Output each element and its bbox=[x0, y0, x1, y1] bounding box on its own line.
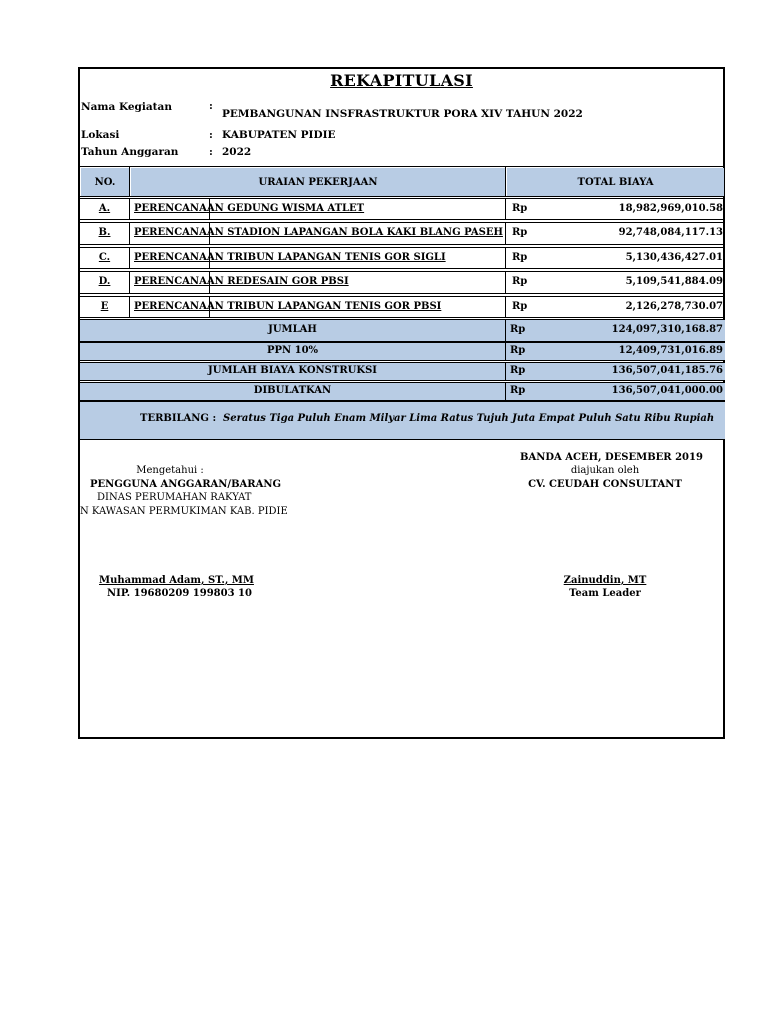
row-amount: 92,748,084,117.13 bbox=[618, 227, 723, 239]
header-uraian: URAIAN PEKERJAAN bbox=[131, 168, 505, 196]
total-currency: Rp bbox=[510, 385, 526, 396]
nama-kegiatan-colon: : bbox=[209, 100, 213, 112]
total-top-border bbox=[80, 382, 725, 383]
lokasi-label: Lokasi bbox=[81, 129, 120, 141]
row-divider-2 bbox=[505, 247, 506, 268]
row-uraian: PERENCANAAN TRIBUN LAPANGAN TENIS GOR SIGLI bbox=[134, 251, 446, 263]
total-currency: Rp bbox=[510, 345, 526, 356]
total-top-border bbox=[80, 319, 725, 320]
row-no: D. bbox=[98, 276, 111, 288]
terbilang-bottom-border bbox=[80, 439, 725, 440]
row-amount: 2,126,278,730.07 bbox=[625, 300, 723, 312]
header-bottom-border bbox=[80, 196, 725, 197]
row-currency: Rp bbox=[512, 300, 528, 312]
row-divider-mid bbox=[209, 296, 210, 318]
row-divider-1 bbox=[129, 198, 130, 219]
mengetahui-label: Mengetahui : bbox=[136, 465, 204, 476]
row-divider-2 bbox=[505, 198, 506, 219]
total-label: JUMLAH bbox=[268, 324, 317, 335]
row-top-border bbox=[80, 222, 725, 223]
row-bottom-border bbox=[80, 293, 725, 294]
document-frame bbox=[78, 67, 725, 739]
row-bottom-border bbox=[80, 268, 725, 269]
total-amount: 12,409,731,016.89 bbox=[618, 345, 723, 356]
pengguna-anggaran-label: PENGGUNA ANGGARAN/BARANG bbox=[90, 479, 282, 490]
row-uraian: PERENCANAAN REDESAIN GOR PBSI bbox=[134, 276, 349, 288]
row-divider-1 bbox=[129, 247, 130, 268]
nama-kegiatan-label: Nama Kegiatan bbox=[81, 101, 172, 113]
row-top-border bbox=[80, 271, 725, 272]
row-no: B. bbox=[98, 227, 111, 239]
row-divider-1 bbox=[129, 222, 130, 243]
row-top-border bbox=[80, 247, 725, 248]
left-signer-nip: NIP. 19680209 199803 10 bbox=[107, 588, 252, 599]
total-divider bbox=[505, 382, 506, 400]
page-title: REKAPITULASI bbox=[330, 71, 473, 90]
row-amount: 5,130,436,427.01 bbox=[625, 251, 723, 263]
row-bottom-border bbox=[80, 219, 725, 220]
row-divider-mid bbox=[209, 198, 210, 220]
total-label: JUMLAH BIAYA KONSTRUKSI bbox=[208, 365, 377, 376]
row-currency: Rp bbox=[512, 251, 528, 263]
total-label: PPN 10% bbox=[266, 345, 319, 356]
total-amount: 136,507,041,000.00 bbox=[611, 385, 723, 396]
row-divider-mid bbox=[209, 271, 210, 293]
terbilang-label: TERBILANG : bbox=[140, 413, 217, 424]
total-currency: Rp bbox=[510, 324, 526, 335]
lokasi-colon: : bbox=[209, 129, 213, 141]
table-top-border bbox=[80, 166, 725, 167]
row-amount: 18,982,969,010.58 bbox=[618, 203, 723, 214]
total-amount: 124,097,310,168.87 bbox=[611, 324, 723, 335]
row-currency: Rp bbox=[512, 276, 528, 288]
place-date: BANDA ACEH, DESEMBER 2019 bbox=[520, 452, 703, 463]
row-divider-mid bbox=[209, 247, 210, 269]
total-top-border bbox=[80, 342, 725, 343]
row-divider-1 bbox=[129, 271, 130, 292]
row-top-border bbox=[80, 296, 725, 297]
total-label: DIBULATKAN bbox=[253, 385, 332, 396]
left-signer-name: Muhammad Adam, ST., MM bbox=[99, 575, 254, 586]
row-top-border bbox=[80, 198, 725, 199]
total-divider bbox=[505, 362, 506, 380]
row-currency: Rp bbox=[512, 227, 528, 239]
row-divider-2 bbox=[505, 296, 506, 317]
total-amount: 136,507,041,185.76 bbox=[611, 365, 723, 376]
row-uraian: PERENCANAAN STADION LAPANGAN BOLA KAKI BLANG PASEH bbox=[134, 227, 503, 239]
total-top-border bbox=[80, 362, 725, 363]
dinas-label: DINAS PERUMAHAN RAKYAT bbox=[97, 492, 252, 503]
right-signer-role: Team Leader bbox=[569, 588, 641, 599]
row-bottom-border bbox=[80, 317, 725, 318]
total-bottom-border bbox=[80, 360, 725, 361]
kawasan-label: N KAWASAN PERMUKIMAN KAB. PIDIE bbox=[80, 506, 288, 517]
row-uraian: PERENCANAAN GEDUNG WISMA ATLET bbox=[134, 203, 365, 214]
row-bottom-border bbox=[80, 244, 725, 245]
header-no: NO. bbox=[81, 168, 129, 196]
tahun-anggaran-value: 2022 bbox=[222, 146, 252, 158]
header-total: TOTAL BIAYA bbox=[507, 168, 724, 196]
total-divider bbox=[505, 319, 506, 341]
header-divider-1 bbox=[129, 166, 130, 197]
row-amount: 5,109,541,884.09 bbox=[625, 276, 723, 288]
row-currency: Rp bbox=[512, 203, 528, 214]
nama-kegiatan-value: PEMBANGUNAN INSFRASTRUKTUR PORA XIV TAHUN 2022 bbox=[222, 108, 583, 120]
diajukan-oleh-label: diajukan oleh bbox=[570, 465, 640, 476]
total-currency: Rp bbox=[510, 365, 526, 376]
terbilang-value: Seratus Tiga Puluh Enam Milyar Lima Ratus Tujuh Juta Empat Puluh Satu Ribu Rupiah bbox=[223, 413, 715, 424]
terbilang-top-border bbox=[80, 401, 725, 402]
right-signer-name: Zainuddin, MT bbox=[563, 575, 647, 586]
row-no: E bbox=[100, 300, 109, 312]
row-divider-2 bbox=[505, 222, 506, 243]
row-divider-1 bbox=[129, 296, 130, 317]
total-divider bbox=[505, 342, 506, 360]
total-bottom-border bbox=[80, 380, 725, 381]
header-divider-2 bbox=[505, 166, 506, 197]
row-no: C. bbox=[98, 251, 111, 263]
lokasi-value: KABUPATEN PIDIE bbox=[222, 129, 336, 141]
tahun-anggaran-colon: : bbox=[209, 146, 213, 158]
row-divider-mid bbox=[209, 222, 210, 244]
row-uraian: PERENCANAAN TRIBUN LAPANGAN TENIS GOR PBSI bbox=[134, 300, 442, 312]
row-divider-2 bbox=[505, 271, 506, 292]
row-no: A. bbox=[98, 203, 111, 214]
tahun-anggaran-label: Tahun Anggaran bbox=[81, 146, 179, 158]
consultant-name: CV. CEUDAH CONSULTANT bbox=[528, 479, 682, 490]
